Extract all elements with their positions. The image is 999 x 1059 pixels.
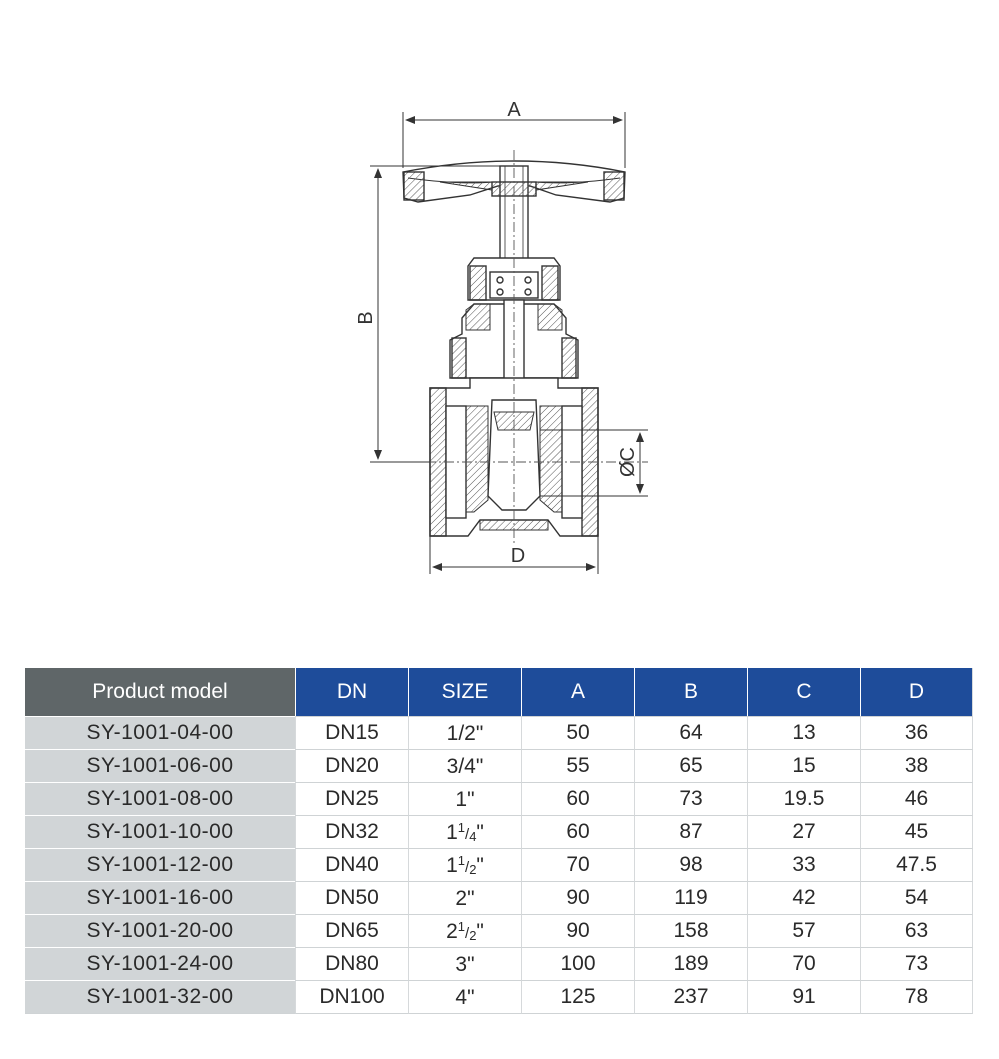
size-num: 1 [457,819,466,835]
cell-a: 125 [521,980,634,1014]
header-dn: DN [295,668,408,716]
cell-a: 55 [521,749,634,782]
header-c: C [747,668,860,716]
dimension-a-label: A [507,99,521,121]
size-den: 4 [469,828,477,844]
cell-b: 64 [634,716,747,749]
table-row [25,815,973,848]
table-header-row [25,668,973,716]
table-row [25,848,973,881]
cell-b: 119 [634,881,747,914]
cell-b: 73 [634,782,747,815]
cell-product-model: SY-1001-32-00 [25,980,295,1014]
cell-size [408,980,521,1014]
cell-product-model: SY-1001-06-00 [25,749,295,782]
cell-b: 189 [634,947,747,980]
size-num: 1 [457,918,466,934]
header-product-model: Product model [25,668,295,716]
cell-d: 36 [860,716,973,749]
cell-c: 57 [747,914,860,947]
cell-dn: DN15 [295,716,408,749]
cell-product-model: SY-1001-10-00 [25,815,295,848]
size-num: 1 [457,852,466,868]
size-text: 3" [455,952,475,976]
cell-c: 27 [747,815,860,848]
header-a: A [521,668,634,716]
cell-a: 100 [521,947,634,980]
cell-c: 15 [747,749,860,782]
size-whole: 1 [446,820,458,844]
cell-size [408,881,521,914]
cell-c: 91 [747,980,860,1014]
header-size: SIZE [408,668,521,716]
cell-d: 45 [860,815,973,848]
cell-a: 90 [521,881,634,914]
cell-b: 158 [634,914,747,947]
cell-a: 50 [521,716,634,749]
size-den: 2 [469,927,477,943]
cell-dn: DN20 [295,749,408,782]
cell-d: 73 [860,947,973,980]
cell-d: 54 [860,881,973,914]
cell-d: 63 [860,914,973,947]
size-fraction-slash: / [465,858,470,876]
cell-product-model: SY-1001-04-00 [25,716,295,749]
cell-dn: DN50 [295,881,408,914]
size-text: 4" [455,985,475,1009]
cell-b: 65 [634,749,747,782]
cell-size [408,815,521,848]
cell-d: 78 [860,980,973,1014]
cell-dn: DN80 [295,947,408,980]
cell-size [408,947,521,980]
table-row [25,980,973,1014]
cell-size [408,749,521,782]
dimension-b-label: B [355,311,377,325]
table-row [25,782,973,815]
spec-table [25,668,973,1014]
table-row [25,749,973,782]
cell-c: 70 [747,947,860,980]
cell-product-model: SY-1001-08-00 [25,782,295,815]
cell-dn: DN100 [295,980,408,1014]
table-row [25,914,973,947]
cell-a: 60 [521,815,634,848]
cell-d: 47.5 [860,848,973,881]
cell-dn: DN40 [295,848,408,881]
cell-dn: DN25 [295,782,408,815]
cell-d: 46 [860,782,973,815]
dimension-d-label: D [510,545,526,567]
size-text: " [476,919,484,943]
header-d: D [860,668,973,716]
size-fraction-slash: / [465,825,470,843]
cell-b: 87 [634,815,747,848]
cell-b: 98 [634,848,747,881]
size-whole: 1 [446,853,458,877]
table-body [25,716,973,1014]
cell-size [408,782,521,815]
cell-size [408,716,521,749]
cell-product-model: SY-1001-16-00 [25,881,295,914]
size-fraction-slash: / [465,924,470,942]
size-text: 1/2" [446,721,484,745]
size-den: 2 [469,861,477,877]
cell-dn: DN32 [295,815,408,848]
size-text: " [476,853,484,877]
cell-c: 33 [747,848,860,881]
header-b: B [634,668,747,716]
size-text: 1" [455,787,475,811]
size-whole: 2 [446,919,458,943]
table-row [25,716,973,749]
cell-a: 60 [521,782,634,815]
cell-d: 38 [860,749,973,782]
cell-c: 13 [747,716,860,749]
dimension-c-label: ØC [617,447,639,477]
size-text: 2" [455,886,475,910]
cell-dn: DN65 [295,914,408,947]
cell-size [408,848,521,881]
cell-product-model: SY-1001-20-00 [25,914,295,947]
cell-product-model: SY-1001-12-00 [25,848,295,881]
cell-product-model: SY-1001-24-00 [25,947,295,980]
cell-c: 42 [747,881,860,914]
cell-a: 90 [521,914,634,947]
table-row [25,947,973,980]
cell-size [408,914,521,947]
table-row [25,881,973,914]
size-text: 3/4" [446,754,484,778]
cell-a: 70 [521,848,634,881]
size-text: " [476,820,484,844]
cell-c: 19.5 [747,782,860,815]
cell-b: 237 [634,980,747,1014]
